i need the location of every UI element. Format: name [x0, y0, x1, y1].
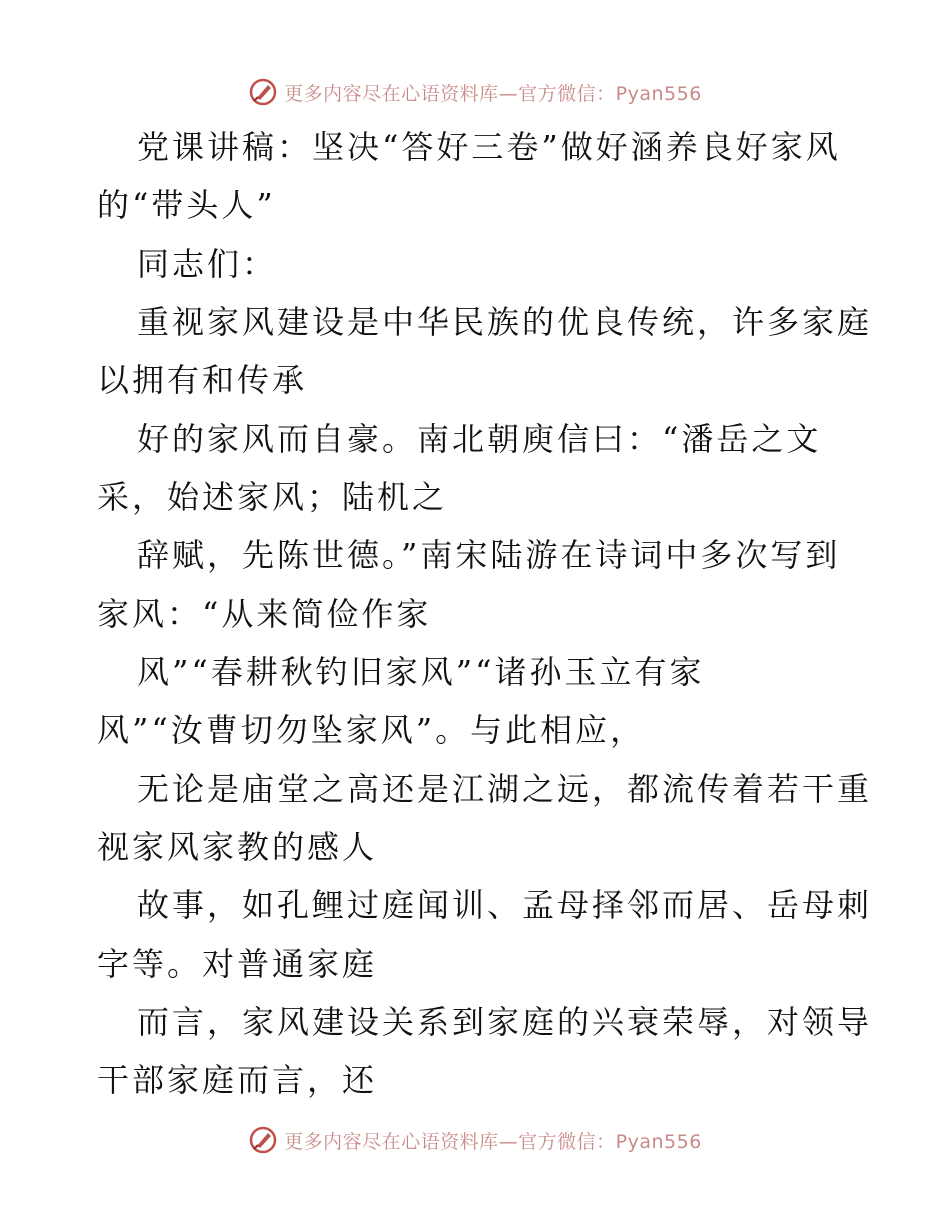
header-watermark [0, 72, 950, 112]
paragraph-line: 风”“汝曹切勿坠家风”。与此相应， [97, 711, 646, 749]
paragraph-line: 故事，如孔鲤过庭闻训、孟母择邻而居、岳母刺 [137, 886, 873, 924]
paragraph-line: 采，始述家风；陆机之 [97, 478, 448, 516]
paragraph-line: 辞赋，先陈世德。”南宋陆游在诗词中多次写到 [137, 536, 841, 574]
paragraph-line: 视家风家教的感人 [97, 828, 378, 866]
paragraph-line: 干部家庭而言，还 [97, 1061, 378, 1099]
footer-watermark [0, 1120, 950, 1160]
paragraph-line: 好的家风而自豪。南北朝庾信曰：“潘岳之文 [137, 420, 822, 458]
paragraph-line: 无论是庙堂之高还是江湖之远，都流传着若干重 [137, 770, 873, 808]
title-line-2: 的“带头人” [97, 186, 276, 224]
paragraph-line: 重视家风建设是中华民族的优良传统，许多家庭 [137, 303, 873, 341]
pen-logo-icon [248, 1125, 278, 1155]
paragraph-line: 字等。对普通家庭 [97, 945, 378, 983]
paragraph-line: 而言，家风建设关系到家庭的兴衰荣辱，对领导 [137, 1003, 873, 1041]
paragraph-line: 风”“春耕秋钓旧家风”“诸孙玉立有家 [137, 653, 705, 691]
footer-watermark-text: 更多内容尽在心语资料库—官方微信：Pyan556 [284, 1130, 702, 1153]
header-watermark-text: 更多内容尽在心语资料库—官方微信：Pyan556 [284, 82, 702, 105]
salutation: 同志们： [137, 245, 278, 283]
paragraph-line: 以拥有和传承 [97, 361, 308, 399]
title-line-1: 党课讲稿：坚决“答好三卷”做好涵养良好家风 [137, 128, 841, 166]
pen-logo-icon [248, 77, 278, 107]
paragraph-line: 家风：“从来简俭作家 [97, 595, 432, 633]
